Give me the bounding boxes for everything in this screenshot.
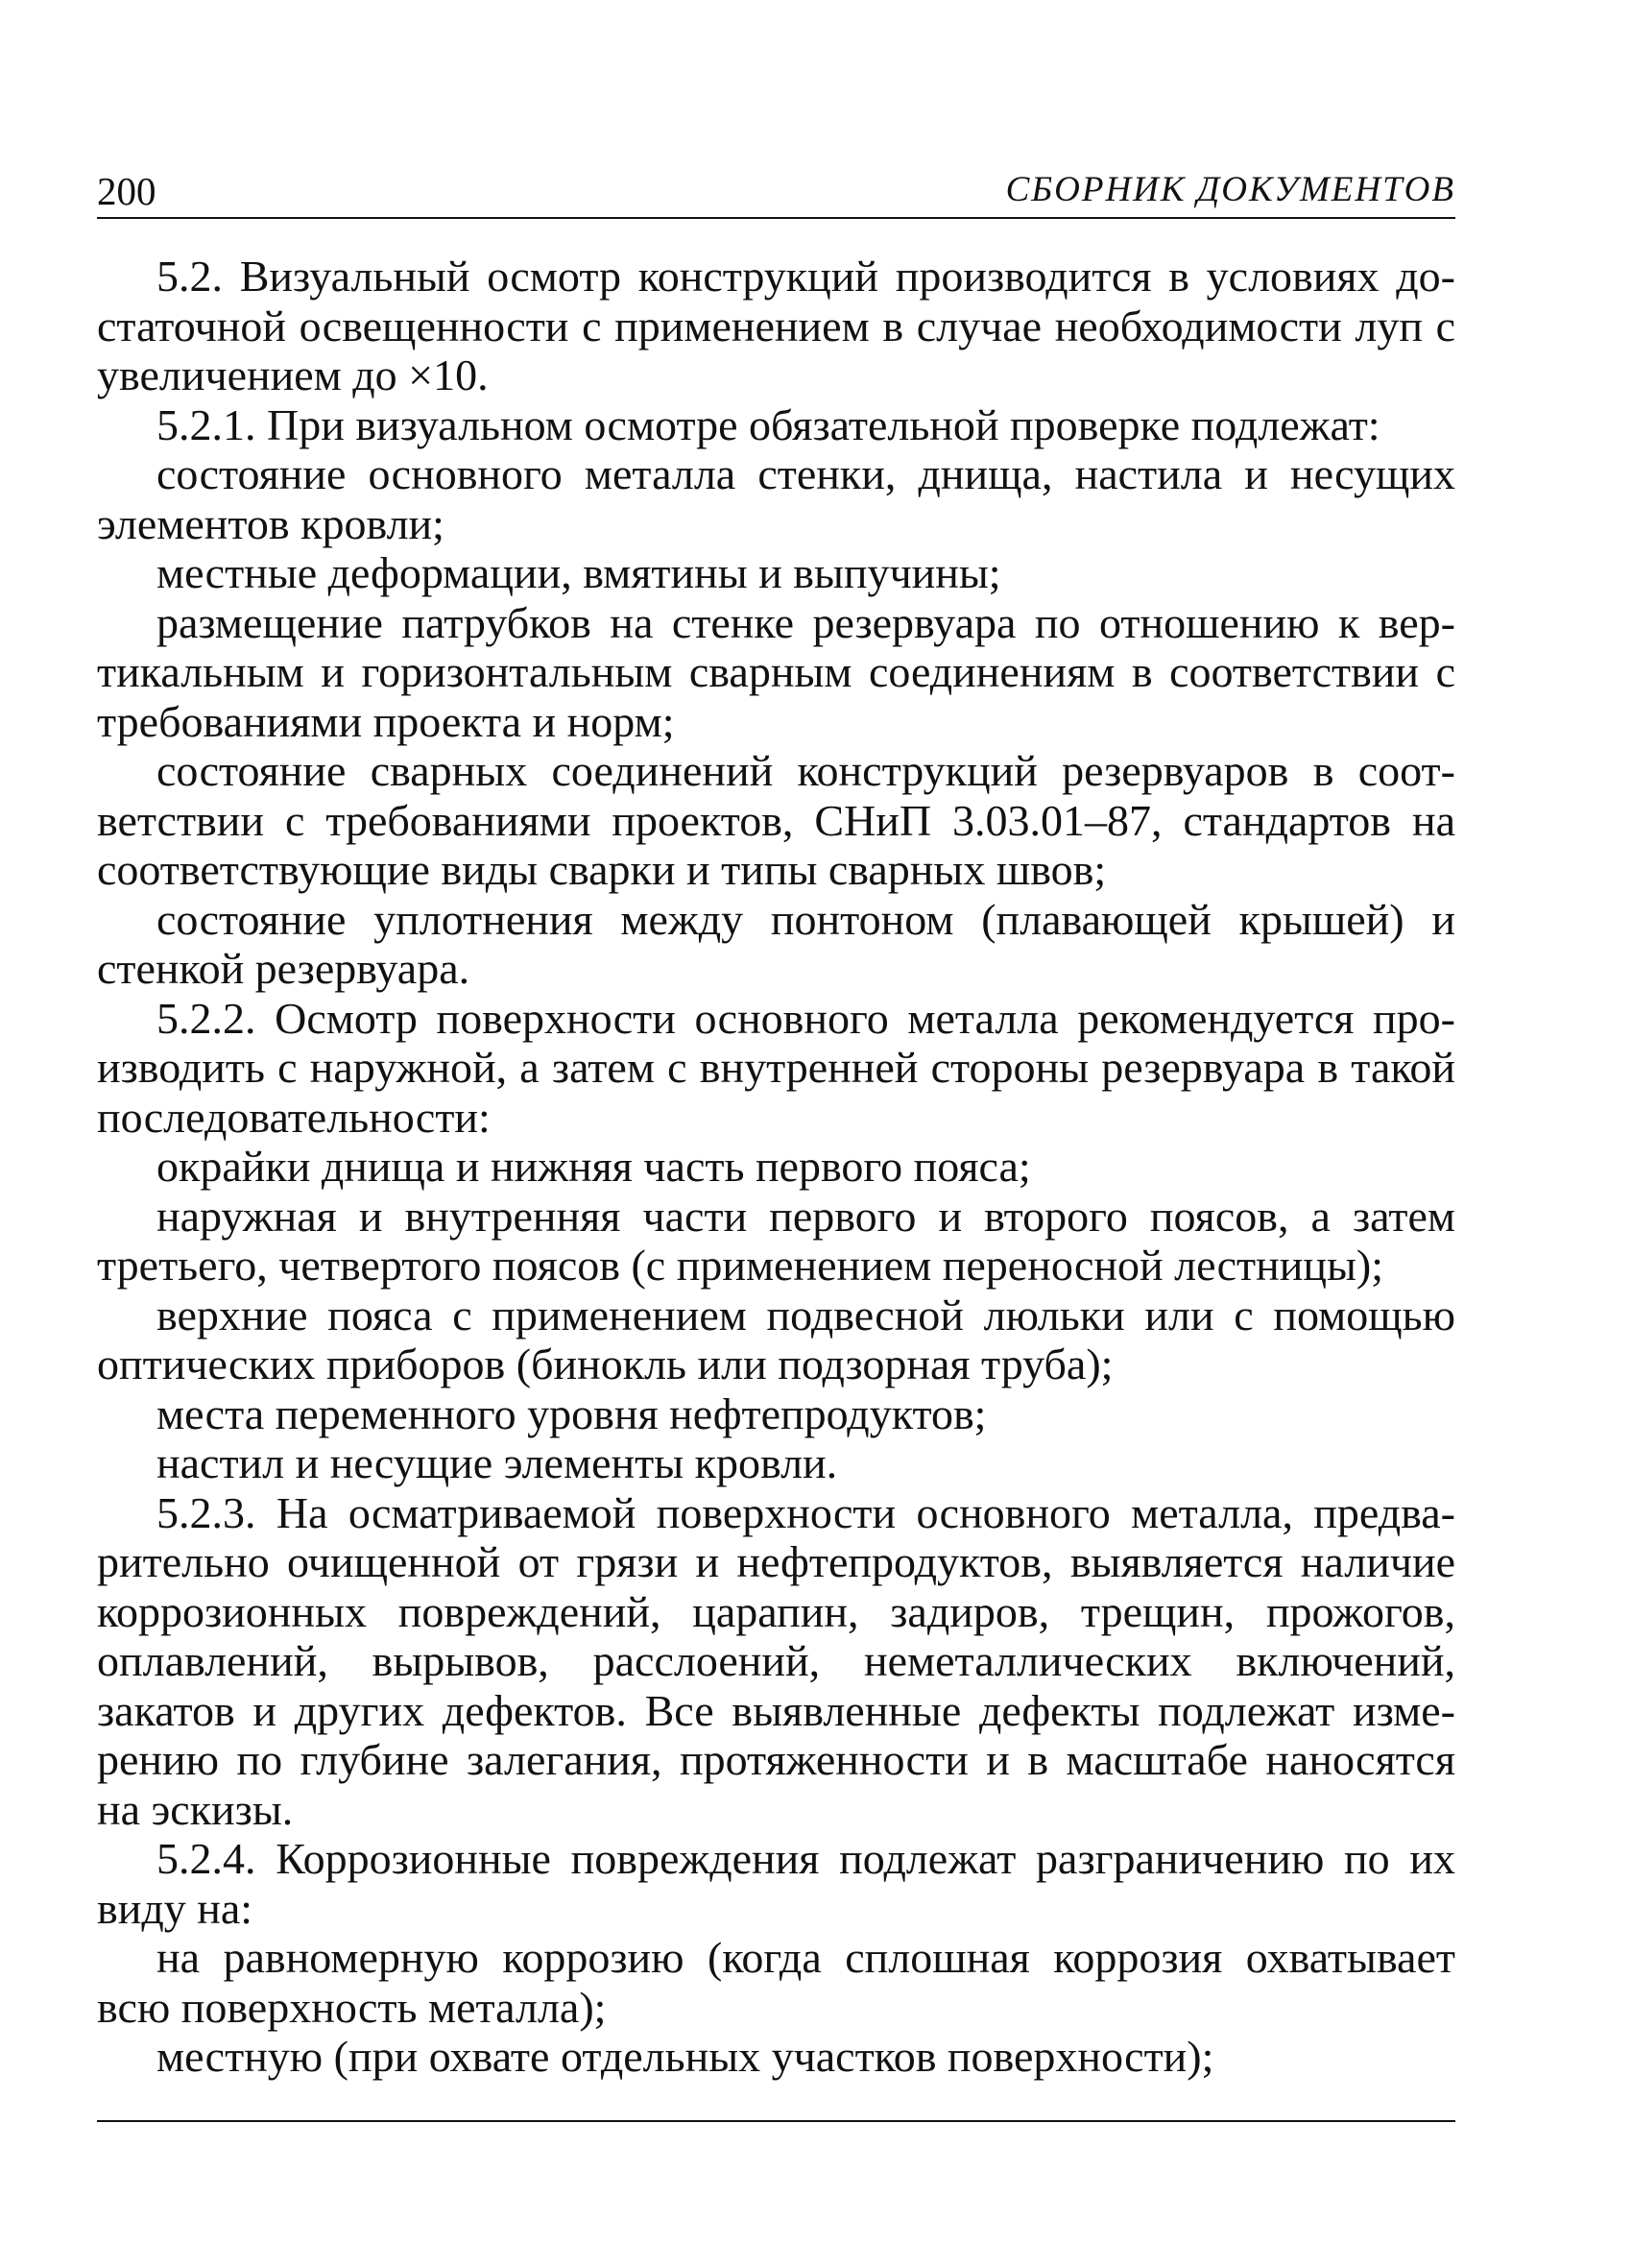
body-text (97, 252, 1455, 2082)
list-item-local-corrosion: местную (при охвате отдельных участков поверхности); (156, 2032, 1214, 2081)
list-item-nozzle-placement: размещение патрубков на стенке резервуара по отношению к вертикальным и горизонтальным сварным соединениям в соответствии с требованиями проекта и норм; (97, 597, 1455, 746)
list-item-variable-level: места переменного уровня нефтепродуктов; (156, 1388, 987, 1438)
list-item-bottom-edges: окрайки днища и нижняя часть первого пояса; (156, 1142, 1031, 1191)
paragraph-5-2-2: 5.2.2. Осмотр поверхности основного металла рекомендуется производить с наружной, а затем с внутренней стороны резервуара в такой последовательности: (97, 993, 1455, 1142)
footer-rule (97, 2120, 1455, 2122)
list-item-belts-1-4: наружная и внутренняя части первого и второго поясов, а затем третьего, четвертого поясов (с применением переносной лестницы); (97, 1191, 1455, 1290)
list-item-uniform-corrosion: на равномерную коррозию (когда сплошная коррозия охватывает всю поверхность металла); (97, 1933, 1455, 2032)
paragraph-5-2: 5.2. Визуальный осмотр конструкций производится в условиях достаточной освещенности с применением в случае необходимости луп с увеличением до ×10. (97, 252, 1455, 399)
list-item-local-deformations: местные деформации, вмятины и выпучины; (156, 548, 1001, 597)
paragraph-5-2-4: 5.2.4. Коррозионные повреждения подлежат разграничению по их виду на: (97, 1834, 1455, 1933)
list-item-weld-condition: состояние сварных соединений конструкций резервуаров в соответствии с требованиями проектов, СНиП 3.03.01–87, стандартов на соответствующие виды сварки и типы сварных швов; (97, 746, 1455, 894)
page-number: 200 (97, 169, 156, 213)
list-item-seal-condition: состояние уплотнения между понтоном (плавающей крышей) и стенкой резервуара. (97, 894, 1455, 993)
list-item-base-metal: состояние основного металла стенки, днища, настила и несущих элементов кровли; (97, 449, 1455, 548)
running-title: СБОРНИК ДОКУМЕНТОВ (1005, 170, 1455, 209)
list-item-roof-deck: настил и несущие элементы кровли. (156, 1438, 838, 1487)
running-header (97, 163, 1455, 219)
list-item-upper-belts: верхние пояса с применением подвесной люльки или с помощью оптических приборов (бинокль или подзорная труба); (97, 1290, 1455, 1388)
paragraph-5-2-3: 5.2.3. На осматриваемой поверхности основного металла, предварительно очищенной от грязи и нефтепродуктов, выявляется наличие коррозионных повреждений, царапин, задиров, трещин, прожогов, оплавлений, вырывов, расслоений, неметаллических включений, закатов и других дефектов. Все выявленные дефекты подлежат измерению по глубине залегания, протяженности и в масштабе наносятся на эскизы. (97, 1487, 1455, 1834)
paragraph-5-2-1: 5.2.1. При визуальном осмотре обязательной проверке подлежат: (156, 399, 1380, 449)
